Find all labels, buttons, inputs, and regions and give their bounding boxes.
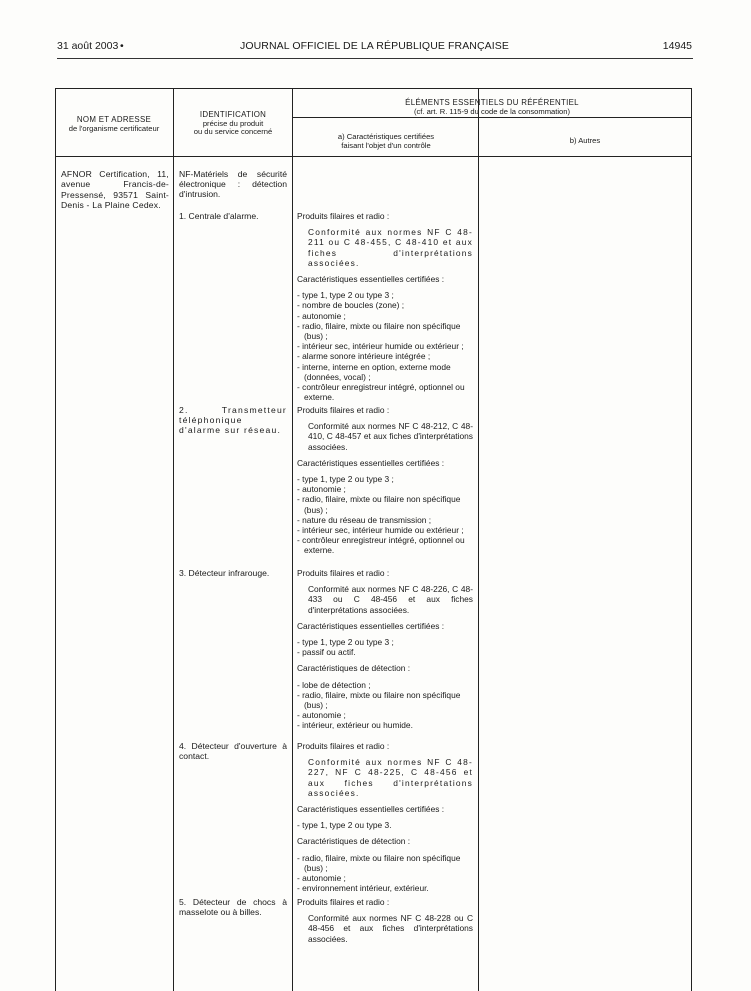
list-item: - environnement intérieur, extérieur. bbox=[297, 883, 473, 893]
list-item: - passif ou actif. bbox=[297, 647, 473, 657]
list-item: - contrôleur enregistreur intégré, optionnel ou externe. bbox=[297, 535, 473, 555]
list-item: - autonomie ; bbox=[297, 311, 473, 321]
list-item: - autonomie ; bbox=[297, 873, 473, 883]
organisme-address: AFNOR Certification, 11, avenue Francis-de-Pressensé, 93571 Saint-Denis - La Plaine Cedex. bbox=[61, 169, 169, 211]
section-label: Caractéristiques de détection : bbox=[297, 836, 411, 847]
list-item: - intérieur sec, intérieur humide ou extérieur ; bbox=[297, 341, 473, 351]
page-number: 14945 bbox=[662, 40, 692, 52]
item-conformite: Conformité aux normes NF C 48-228 ou C 48-456 et aux fiches d'interprétations associées. bbox=[308, 913, 473, 944]
list-item: - radio, filaire, mixte ou filaire non spécifique (bus) ; bbox=[297, 853, 473, 873]
list-item: - lobe de détection ; bbox=[297, 680, 473, 690]
item-criteria bbox=[297, 897, 473, 950]
list-item: - nombre de boucles (zone) ; bbox=[297, 300, 473, 310]
item-intro: Produits filaires et radio : bbox=[297, 211, 390, 221]
item-criteria bbox=[297, 211, 473, 408]
column-header-title: NOM ET ADRESSE bbox=[76, 115, 152, 124]
item-conformite: Conformité aux normes NF C 48-226, C 48-433 ou C 48-456 et aux fiches d'interprétations associées. bbox=[308, 584, 473, 615]
list-item: - radio, filaire, mixte ou filaire non spécifique (bus) ; bbox=[297, 494, 473, 514]
section-label: Caractéristiques de détection : bbox=[297, 663, 411, 674]
column-header-title: ÉLÉMENTS ESSENTIELS DU RÉFÉRENTIEL bbox=[405, 98, 579, 107]
item-title: 3. Détecteur infrarouge. bbox=[179, 568, 270, 578]
column-header-line: faisant l'objet d'un contrôle bbox=[341, 140, 431, 150]
list-item: - nature du réseau de transmission ; bbox=[297, 515, 473, 525]
section-label: Caractéristiques essentielles certifiées : bbox=[297, 804, 445, 815]
column-header-line: ou du service concerné bbox=[193, 127, 273, 137]
item-conformite: Conformité aux normes NF C 48-211 ou C 48-455, C 48-410 et aux fiches d'interprétations associées. bbox=[308, 227, 473, 268]
section-label: Caractéristiques essentielles certifiées : bbox=[297, 457, 445, 468]
column-header-autres bbox=[480, 137, 690, 146]
list-item: - type 1, type 2 ou type 3. bbox=[297, 820, 473, 830]
table-border-left bbox=[55, 89, 56, 991]
column-header-subtitle: (cf. art. R. 115-9 du code de la consommation) bbox=[413, 106, 571, 116]
list-item: - radio, filaire, mixte ou filaire non spécifique (bus) ; bbox=[297, 690, 473, 710]
header-bullet: • bbox=[120, 40, 124, 52]
list-item: - intérieur sec, intérieur humide ou extérieur ; bbox=[297, 525, 473, 535]
column-header-title: IDENTIFICATION bbox=[199, 110, 267, 119]
list-item: - radio, filaire, mixte ou filaire non spécifique (bus) ; bbox=[297, 321, 473, 341]
list-item: - intérieur, extérieur ou humide. bbox=[297, 720, 473, 730]
column-divider bbox=[292, 89, 293, 991]
item-intro: Produits filaires et radio : bbox=[297, 568, 390, 578]
column-divider bbox=[173, 89, 174, 991]
criteria-list bbox=[297, 637, 473, 657]
table-border-right bbox=[691, 89, 692, 991]
issue-date: 31 août 2003 bbox=[57, 40, 119, 52]
column-header-organisme bbox=[57, 116, 171, 133]
list-item: - interne, interne en option, externe mode (données, vocal) ; bbox=[297, 362, 473, 382]
criteria-list bbox=[297, 474, 473, 556]
product-family: NF-Matériels de sécurité électronique : détection d'intrusion. bbox=[179, 169, 287, 200]
list-item: - autonomie ; bbox=[297, 484, 473, 494]
subheader-rule bbox=[292, 117, 692, 118]
column-header-title: b) Autres bbox=[569, 136, 601, 145]
list-item: - type 1, type 2 ou type 3 ; bbox=[297, 290, 473, 300]
criteria-list bbox=[297, 853, 473, 894]
item-title: 4. Détecteur d'ouverture à contact. bbox=[179, 741, 287, 762]
column-header-identification bbox=[175, 111, 291, 137]
column-divider bbox=[478, 89, 479, 991]
section-label: Caractéristiques essentielles certifiées : bbox=[297, 620, 445, 631]
header-rule bbox=[57, 58, 693, 59]
column-header-caracteristiques bbox=[295, 133, 477, 150]
section-label: Caractéristiques essentielles certifiées : bbox=[297, 274, 445, 285]
page-header bbox=[57, 40, 692, 54]
certification-table bbox=[55, 88, 692, 991]
criteria-list bbox=[297, 290, 473, 402]
list-item: - type 1, type 2 ou type 3 ; bbox=[297, 637, 473, 647]
column-header-subtitle: de l'organisme certificateur bbox=[68, 123, 160, 133]
item-intro: Produits filaires et radio : bbox=[297, 897, 390, 907]
item-criteria bbox=[297, 741, 473, 899]
item-conformite: Conformité aux normes NF C 48-227, NF C 48-225, C 48-456 et aux fiches d'interprétations associées. bbox=[308, 757, 473, 798]
column-header-elements bbox=[295, 99, 689, 116]
item-title: 1. Centrale d'alarme. bbox=[179, 211, 259, 221]
list-item: - autonomie ; bbox=[297, 710, 473, 720]
item-conformite: Conformité aux normes NF C 48-212, C 48-410, C 48-457 et aux fiches d'interprétations associées. bbox=[308, 421, 473, 452]
column-header-line: a) Caractéristiques certifiées bbox=[337, 132, 435, 141]
column-header-line: précise du produit bbox=[202, 118, 264, 128]
item-intro: Produits filaires et radio : bbox=[297, 405, 390, 415]
item-title: 5. Détecteur de chocs à masselote ou à billes. bbox=[179, 897, 287, 918]
list-item: - contrôleur enregistreur intégré, optionnel ou externe. bbox=[297, 382, 473, 402]
criteria-list bbox=[297, 820, 473, 830]
criteria-list bbox=[297, 680, 473, 731]
header-bottom-rule bbox=[55, 156, 692, 157]
item-title: 2. Transmetteur téléphonique d'alarme sur réseau. bbox=[179, 405, 287, 436]
item-criteria bbox=[297, 405, 473, 562]
item-criteria bbox=[297, 568, 473, 737]
item-intro: Produits filaires et radio : bbox=[297, 741, 390, 751]
list-item: - alarme sonore intérieure intégrée ; bbox=[297, 351, 473, 361]
list-item: - type 1, type 2 ou type 3 ; bbox=[297, 474, 473, 484]
journal-title: JOURNAL OFFICIEL DE LA RÉPUBLIQUE FRANÇAISE bbox=[240, 40, 509, 52]
